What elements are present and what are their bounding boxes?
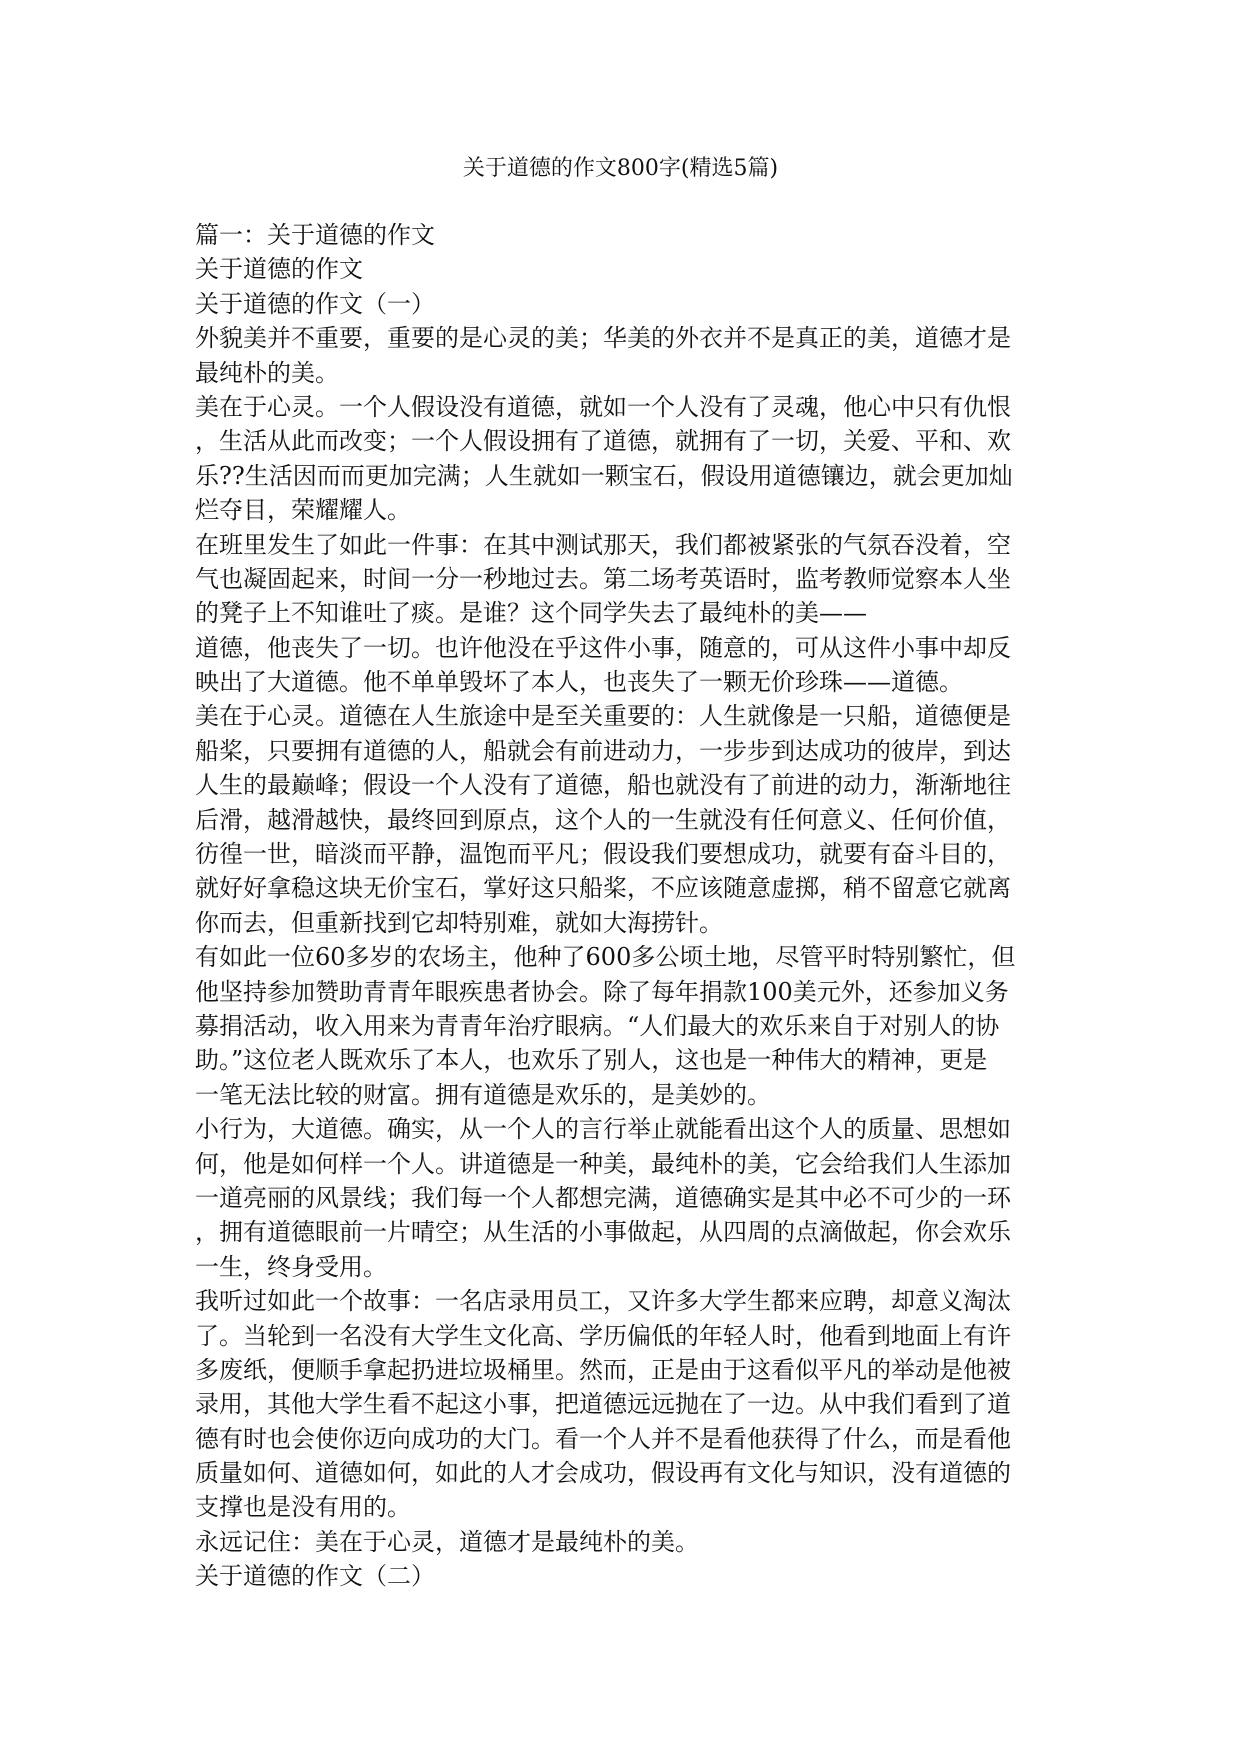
text-line: 后滑，越滑越快，最终回到原点，这个人的一生就没有任何意义、任何价值，: [195, 805, 1011, 834]
document-body: [195, 218, 1045, 1594]
text-line: 人生的最巅峰；假设一个人没有了道德，船也就没有了前进的动力，渐渐地往: [195, 771, 1011, 800]
text-line: 映出了大道德。他不单单毁坏了本人，也丧失了一颗无价珍珠——道德。: [195, 668, 963, 697]
text-line: 质量如何、道德如何，如此的人才会成功，假设再有文化与知识，没有道德的: [195, 1459, 1011, 1488]
text-line: 了。当轮到一名没有大学生文化高、学历偏低的年轻人时，他看到地面上有许: [195, 1321, 1011, 1350]
text-line: 外貌美并不重要，重要的是心灵的美；华美的外衣并不是真正的美，道德才是: [195, 324, 1011, 353]
document-title: 关于道德的作文800字(精选5篇): [462, 156, 779, 181]
text-line: 美在于心灵。道德在人生旅途中是至关重要的：人生就像是一只船，道德便是: [195, 702, 1011, 731]
text-line: 支撑也是没有用的。: [195, 1493, 411, 1522]
text-line: 永远记住：美在于心灵，道德才是最纯朴的美。: [195, 1527, 699, 1556]
text-line: 乐??生活因而而更加完满；人生就如一颗宝石，假设用道德镶边，就会更加灿: [195, 461, 1013, 490]
text-line: 就好好拿稳这块无价宝石，掌好这只船桨，不应该随意虚掷，稍不留意它就离: [195, 874, 1011, 903]
text-line: 他坚持参加赞助青青年眼疾患者协会。除了每年捐款100美元外，还参加义务: [195, 977, 1009, 1006]
text-line: 气也凝固起来，时间一分一秒地过去。第二场考英语时，监考教师觉察本人坐: [195, 564, 1011, 593]
text-line: 彷徨一世，暗淡而平静，温饱而平凡；假设我们要想成功，就要有奋斗目的，: [195, 840, 1011, 869]
text-line: 一道亮丽的风景线；我们每一个人都想完满，道德确实是其中必不可少的一环: [195, 1183, 1011, 1212]
text-line: 你而去，但重新找到它却特别难，就如大海捞针。: [195, 908, 723, 937]
text-line: 何，他是如何样一个人。讲道德是一种美，最纯朴的美，它会给我们人生添加: [195, 1149, 1011, 1178]
text-line: 德有时也会使你迈向成功的大门。看一个人并不是看他获得了什么，而是看他: [195, 1424, 1011, 1453]
text-line: 的凳子上不知谁吐了痰。是谁？这个同学失去了最纯朴的美——: [195, 599, 867, 628]
text-line: 烂夺目，荣耀耀人。: [195, 496, 411, 525]
essay-subtitle: 关于道德的作文（二）: [195, 1562, 435, 1591]
text-line: 最纯朴的美。: [195, 358, 339, 387]
essay-subtitle: 关于道德的作文（一）: [195, 289, 435, 318]
essay-title: 关于道德的作文: [195, 255, 363, 284]
text-line: ，拥有道德眼前一片晴空；从生活的小事做起，从四周的点滴做起，你会欢乐: [195, 1218, 1011, 1247]
text-line: 助。”这位老人既欢乐了本人，也欢乐了别人，这也是一种伟大的精神，更是: [195, 1046, 988, 1075]
text-line: ，生活从此而改变；一个人假设拥有了道德，就拥有了一切，关爱、平和、欢: [195, 427, 1011, 456]
text-line: 录用，其他大学生看不起这小事，把道德远远抛在了一边。从中我们看到了道: [195, 1390, 1011, 1419]
text-line: 小行为，大道德。确实，从一个人的言行举止就能看出这个人的质量、思想如: [195, 1115, 1011, 1144]
text-line: 我听过如此一个故事：一名店录用员工，又许多大学生都来应聘，却意义淘汰: [195, 1287, 1011, 1316]
text-line: 道德，他丧失了一切。也许他没在乎这件小事，随意的，可从这件小事中却反: [195, 633, 1011, 662]
text-line: 多废纸，便顺手拿起扔进垃圾桶里。然而，正是由于这看似平凡的举动是他被: [195, 1355, 1011, 1384]
text-line: 有如此一位60多岁的农场主，他种了600多公顷土地，尽管平时特别繁忙，但: [195, 943, 1016, 972]
text-line: 一笔无法比较的财富。拥有道德是欢乐的，是美妙的。: [195, 1080, 771, 1109]
text-line: 美在于心灵。一个人假设没有道德，就如一个人没有了灵魂，他心中只有仇恨: [195, 392, 1011, 421]
text-line: 在班里发生了如此一件事：在其中测试那天，我们都被紧张的气氛吞没着，空: [195, 530, 1011, 559]
text-line: 募捐活动，收入用来为青青年治疗眼病。“人们最大的欢乐来自于对别人的协: [195, 1011, 1000, 1040]
text-line: 一生，终身受用。: [195, 1252, 387, 1281]
text-line: 船桨，只要拥有道德的人，船就会有前进动力，一步步到达成功的彼岸，到达: [195, 736, 1011, 765]
section-heading: 篇一：关于道德的作文: [195, 221, 435, 249]
